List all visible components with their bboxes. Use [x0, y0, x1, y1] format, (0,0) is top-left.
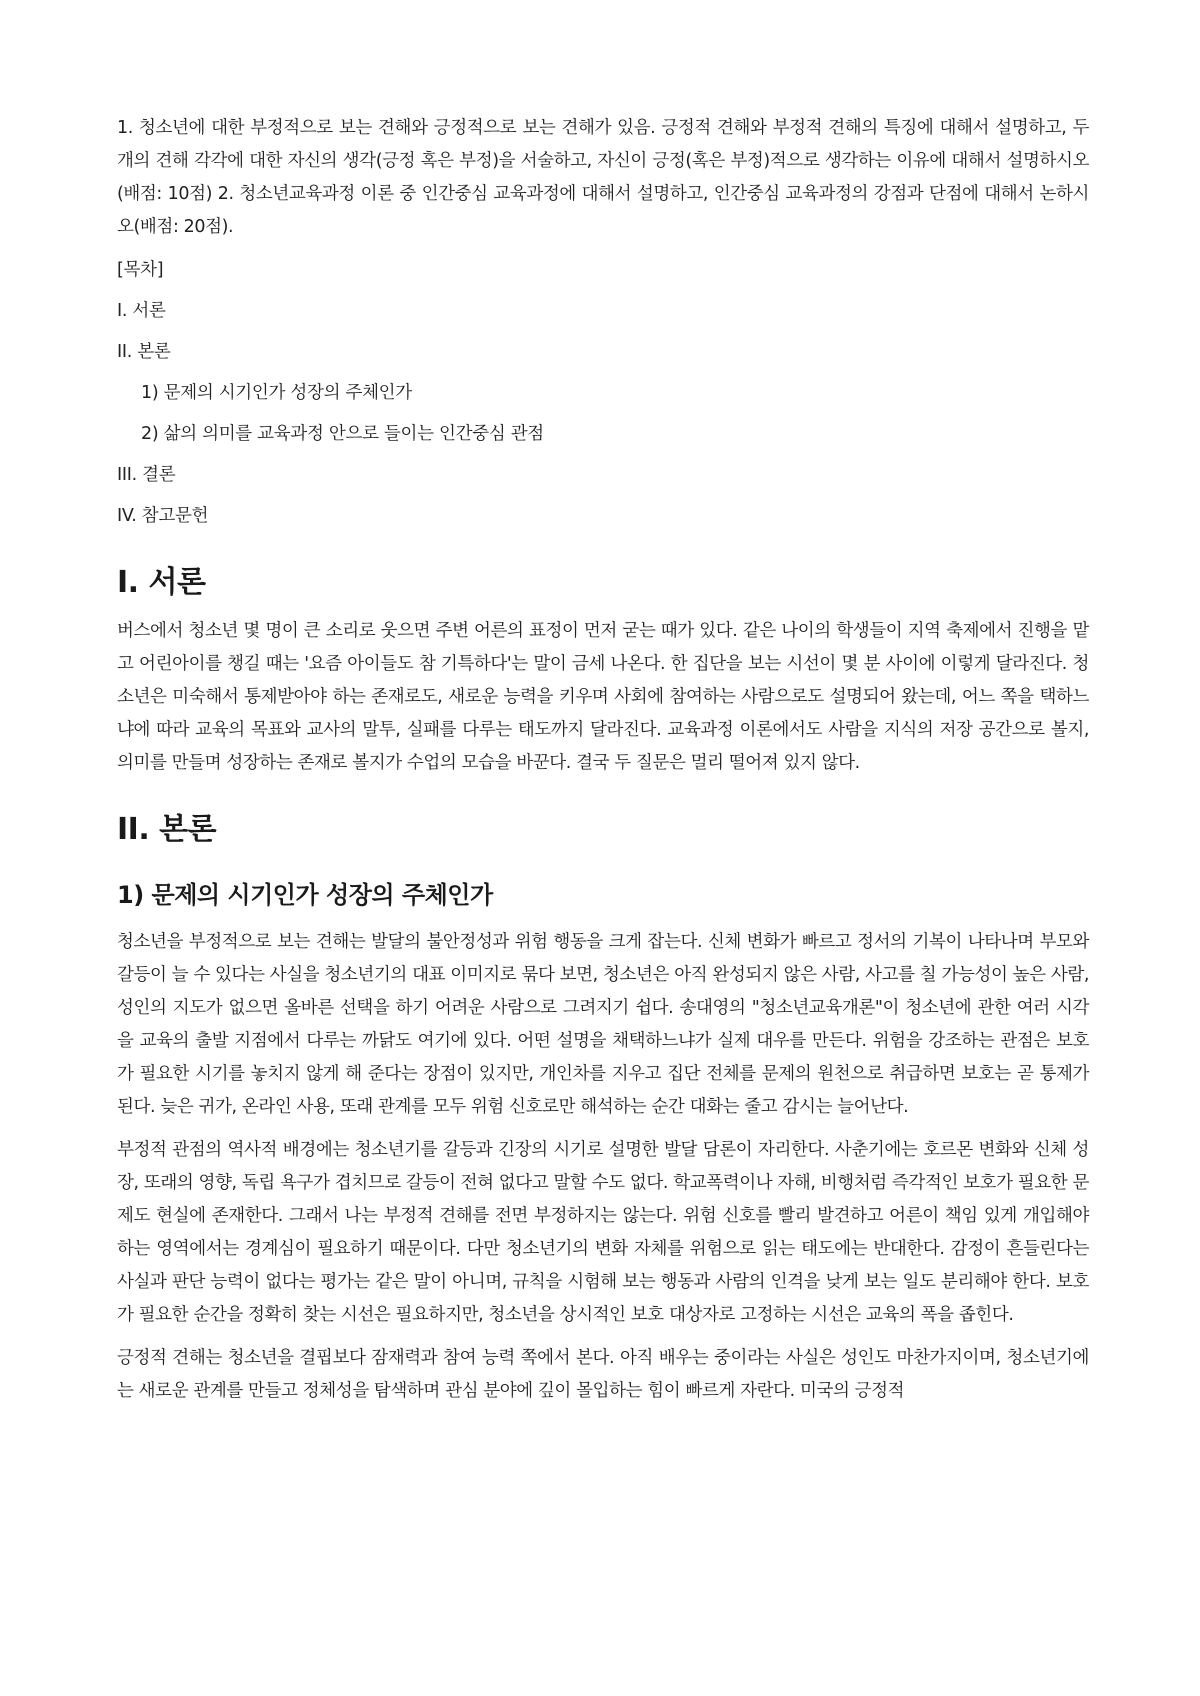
table-of-contents: [117, 254, 1089, 533]
toc-item-conclusion: III. 결론: [117, 465, 176, 485]
toc-item-body: II. 본론: [117, 342, 171, 362]
subsection-heading-1: 1) 문제의 시기인가 성장의 주체인가: [117, 881, 493, 909]
toc-item-intro: I. 서론: [117, 301, 166, 321]
document-page: [117, 112, 1089, 1418]
body-paragraph: 청소년을 부정적으로 보는 견해는 발달의 불안정성과 위험 행동을 크게 잡는다. 신체 변화가 빠르고 정서의 기복이 나타나며 부모와 갈등이 늘 수 있다는 사실을 청소년기의 대표 이미지로 묶다 보면, 청소년은 아직 완성되지 않은 사람, 사고를 칠 가능성이 높은 사람, 성인의 지도가 없으면 올바른 선택을 하기 어려운 사람으로 그려지기 쉽다. 송대영의 "청소년교육개론"이 청소년에 관한 여러 시각을 교육의 출발 지점에서 다루는 까닭도 여기에 있다. 어떤 설명을 채택하느냐가 실제 대우를 만든다. 위험을 강조하는 관점은 보호가 필요한 시기를 놓치지 않게 해 준다는 장점이 있지만, 개인차를 지우고 집단 전체를 문제의 원천으로 취급하면 보호는 곧 통제가 된다. 늦은 귀가, 온라인 사용, 또래 관계를 모두 위험 신호로만 해석하는 순간 대화는 줄고 감시는 늘어난다.: [117, 932, 1089, 1117]
body-paragraph: 긍정적 견해는 청소년을 결핍보다 잠재력과 참여 능력 쪽에서 본다. 아직 배우는 중이라는 사실은 성인도 마찬가지이며, 청소년기에는 새로운 관계를 만들고 정체성을 탐색하며 관심 분야에 깊이 몰입하는 힘이 빠르게 자란다. 미국의 긍정적: [117, 1348, 1089, 1401]
toc-item-body-2: 2) 삶의 의미를 교육과정 안으로 들이는 인간중심 관점: [141, 424, 544, 444]
section-heading-body: II. 본론: [117, 812, 217, 847]
section-heading-intro: I. 서론: [117, 565, 206, 600]
toc-item-references: IV. 참고문헌: [117, 506, 209, 526]
toc-item-body-1: 1) 문제의 시기인가 성장의 주체인가: [141, 383, 412, 403]
body-paragraph: 부정적 관점의 역사적 배경에는 청소년기를 갈등과 긴장의 시기로 설명한 발달 담론이 자리한다. 사춘기에는 호르몬 변화와 신체 성장, 또래의 영향, 독립 욕구가 겹치므로 갈등이 전혀 없다고 말할 수도 없다. 학교폭력이나 자해, 비행처럼 즉각적인 보호가 필요한 문제도 현실에 존재한다. 그래서 나는 부정적 견해를 전면 부정하지는 않는다. 위험 신호를 빨리 발견하고 어른이 책임 있게 개입해야 하는 영역에서는 경계심이 필요하기 때문이다. 다만 청소년기의 변화 자체를 위험으로 읽는 태도에는 반대한다. 감정이 흔들린다는 사실과 판단 능력이 없다는 평가는 같은 말이 아니며, 규칙을 시험해 보는 행동과 사람의 인격을 낮게 보는 일도 분리해야 한다. 보호가 필요한 순간을 정확히 찾는 시선은 필요하지만, 청소년을 상시적인 보호 대상자로 고정하는 시선은 교육의 폭을 좁힌다.: [117, 1140, 1089, 1325]
toc-title: [목차]: [117, 260, 164, 280]
intro-paragraph: 버스에서 청소년 몇 명이 큰 소리로 웃으면 주변 어른의 표정이 먼저 굳는 때가 있다. 같은 나이의 학생들이 지역 축제에서 진행을 맡고 어린아이를 챙길 때는 '요즘 아이들도 참 기특하다'는 말이 금세 나온다. 한 집단을 보는 시선이 몇 분 사이에 이렇게 달라진다. 청소년은 미숙해서 통제받아야 하는 존재로도, 새로운 능력을 키우며 사회에 참여하는 사람으로도 설명되어 왔는데, 어느 쪽을 택하느냐에 따라 교육의 목표와 교사의 말투, 실패를 다루는 태도까지 달라진다. 교육과정 이론에서도 사람을 지식의 저장 공간으로 볼지, 의미를 만들며 성장하는 존재로 볼지가 수업의 모습을 바꾼다. 결국 두 질문은 멀리 떨어져 있지 않다.: [117, 621, 1089, 773]
assignment-prompt: 1. 청소년에 대한 부정적으로 보는 견해와 긍정적으로 보는 견해가 있음. 긍정적 견해와 부정적 견해의 특징에 대해서 설명하고, 두 개의 견해 각각에 대한 자신의 생각(긍정 혹은 부정)을 서술하고, 자신이 긍정(혹은 부정)적으로 생각하는 이유에 대해서 설명하시오(배점: 10점) 2. 청소년교육과정 이론 중 인간중심 교육과정에 대해서 설명하고, 인간중심 교육과정의 강점과 단점에 대해서 논하시오(배점: 20점).: [117, 118, 1089, 237]
